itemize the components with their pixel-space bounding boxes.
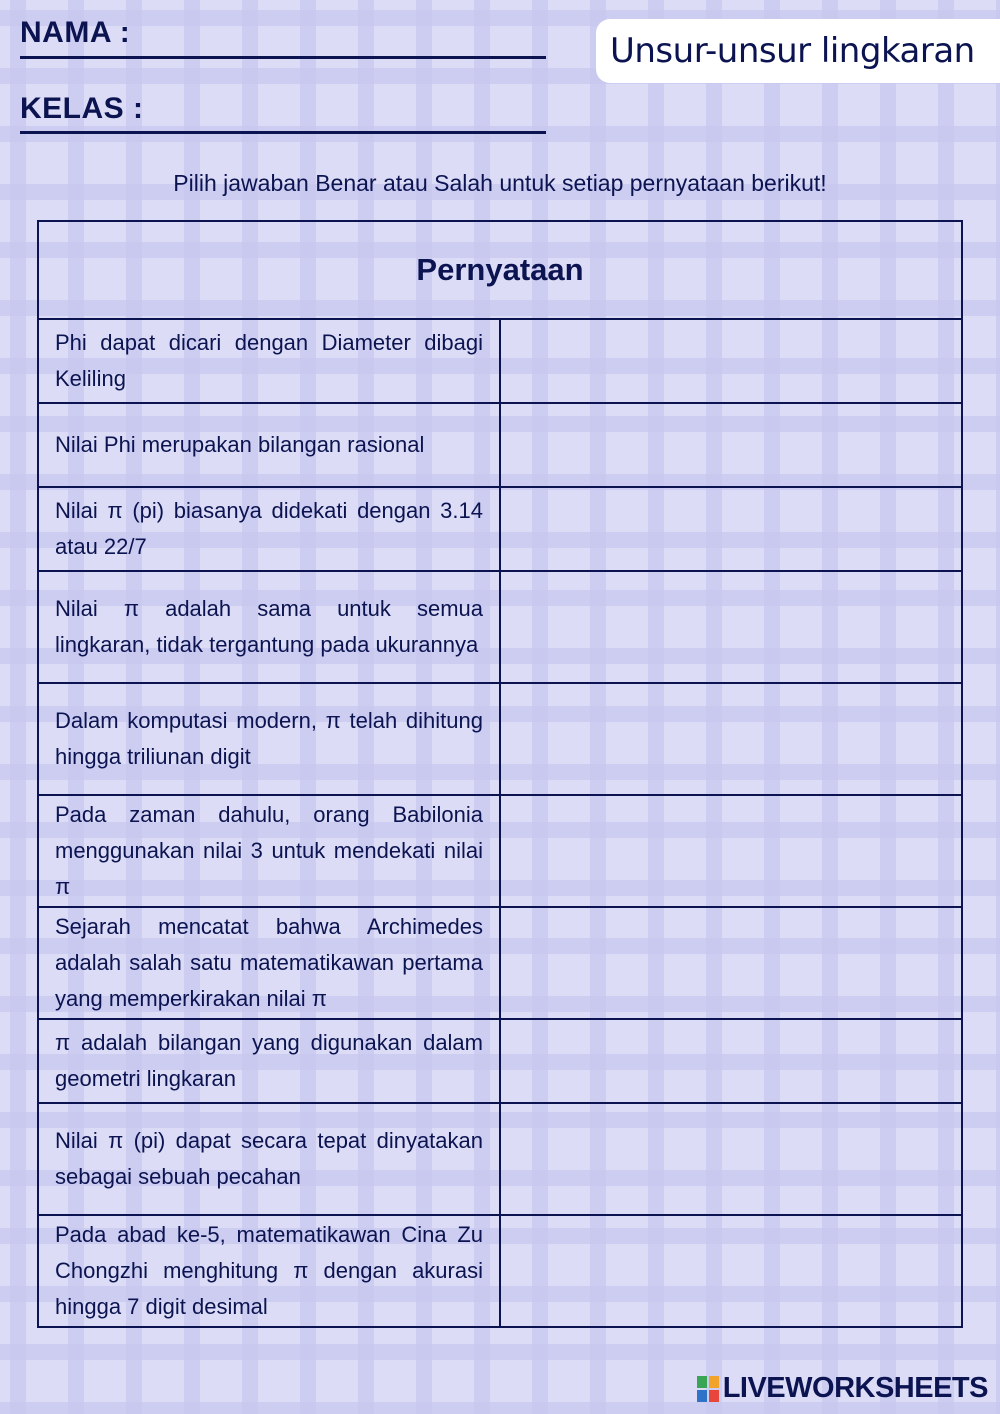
statement-text: Nilai Phi merupakan bilangan rasional — [38, 403, 500, 487]
statement-text: π adalah bilangan yang digunakan dalam geometri lingkaran — [38, 1019, 500, 1103]
statement-text: Nilai π (pi) dapat secara tepat dinyatakan sebagai sebuah pecahan — [38, 1103, 500, 1215]
answer-cell[interactable] — [500, 683, 962, 795]
answer-cell[interactable] — [500, 403, 962, 487]
table-row — [38, 487, 962, 571]
table-row — [38, 403, 962, 487]
answer-cell[interactable] — [500, 319, 962, 403]
logo-square-blue — [697, 1390, 707, 1402]
statement-text: Phi dapat dicari dengan Diameter dibagi Keliling — [38, 319, 500, 403]
answer-cell[interactable] — [500, 487, 962, 571]
answer-cell[interactable] — [500, 1103, 962, 1215]
name-input-line[interactable] — [20, 56, 546, 59]
logo-square-red — [709, 1390, 719, 1402]
table-row — [38, 1019, 962, 1103]
table-row — [38, 1103, 962, 1215]
class-label: KELAS : — [20, 92, 144, 125]
table-header: Pernyataan — [38, 221, 962, 319]
name-label: NAMA : — [20, 16, 131, 49]
liveworksheets-logo — [697, 1372, 988, 1405]
answer-cell[interactable] — [500, 1019, 962, 1103]
class-input-line[interactable] — [20, 131, 546, 134]
statements-table — [37, 220, 963, 1328]
table-row — [38, 1215, 962, 1327]
logo-square-green — [697, 1376, 707, 1388]
statement-text: Nilai π (pi) biasanya didekati dengan 3.14 atau 22/7 — [38, 487, 500, 571]
statement-text: Sejarah mencatat bahwa Archimedes adalah salah satu matematikawan pertama yang memperkirakan nilai π — [38, 907, 500, 1019]
logo-square-orange — [709, 1376, 719, 1388]
worksheet-title: Unsur-unsur lingkaran — [610, 31, 975, 71]
answer-cell[interactable] — [500, 907, 962, 1019]
answer-cell[interactable] — [500, 571, 962, 683]
table-row — [38, 683, 962, 795]
statement-text: Pada abad ke-5, matematikawan Cina Zu Chongzhi menghitung π dengan akurasi hingga 7 digit desimal — [38, 1215, 500, 1327]
instruction-text: Pilih jawaban Benar atau Salah untuk setiap pernyataan berikut! — [173, 170, 827, 196]
worksheet-title-box — [596, 19, 1000, 83]
statement-text: Nilai π adalah sama untuk semua lingkaran, tidak tergantung pada ukurannya — [38, 571, 500, 683]
logo-icon — [697, 1376, 719, 1402]
table-row — [38, 571, 962, 683]
answer-cell[interactable] — [500, 795, 962, 907]
table-row — [38, 907, 962, 1019]
logo-text: LIVEWORKSHEETS — [722, 1372, 988, 1404]
table-row — [38, 795, 962, 907]
table-row — [38, 319, 962, 403]
statement-text: Pada zaman dahulu, orang Babilonia menggunakan nilai 3 untuk mendekati nilai π — [38, 795, 500, 907]
answer-cell[interactable] — [500, 1215, 962, 1327]
statement-text: Dalam komputasi modern, π telah dihitung hingga triliunan digit — [38, 683, 500, 795]
